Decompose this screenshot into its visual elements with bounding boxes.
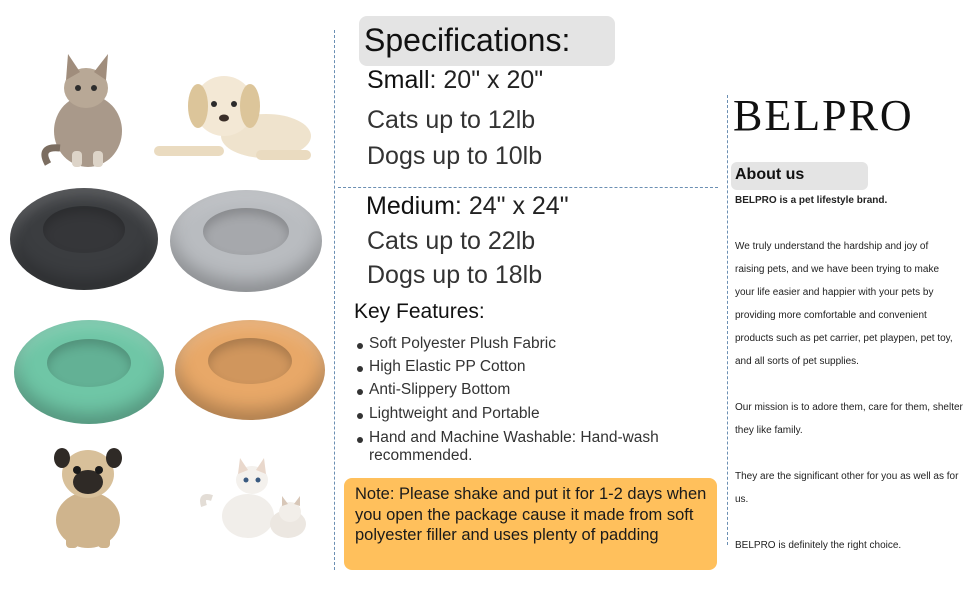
pug-image [40, 438, 136, 550]
medium-cats: Cats up to 22lb [367, 227, 536, 255]
feature-item: Hand and Machine Washable: Hand-wash recommended. [357, 429, 702, 465]
small-dims: : 20" x 20" [429, 66, 544, 94]
specifications-title: Specifications: [364, 22, 571, 58]
light-grey-bed-image [170, 190, 322, 292]
key-features-title: Key Features: [354, 300, 485, 323]
about-para3-line: us. [735, 494, 749, 505]
about-title: About us [735, 166, 805, 183]
bullet-icon [357, 366, 363, 372]
bullet-icon [357, 389, 363, 395]
medium-dogs: Dogs up to 18lb [367, 261, 543, 289]
about-para1-line: and all sorts of pet supplies. [735, 356, 859, 367]
medium-dims: : 24" x 24" [454, 192, 569, 220]
about-para1-line: your life easier and happier with your pets by [735, 287, 934, 298]
size-divider [338, 187, 718, 188]
about-para2-line: they like family. [735, 425, 803, 436]
small-size [367, 66, 543, 95]
medium-size [366, 192, 569, 221]
bullet-icon [357, 343, 363, 349]
tan-bed-image [175, 320, 325, 420]
brand-logo: BELPRO [733, 91, 914, 140]
small-dogs: Dogs up to 10lb [367, 142, 543, 170]
feature-item: Soft Polyester Plush Fabric [357, 335, 556, 353]
green-bed-image [14, 320, 164, 424]
about-para1-line: raising pets, and we have been trying to make [735, 264, 940, 275]
bullet-icon [357, 437, 363, 443]
note-text: Note: Please shake and put it for 1-2 days when you open the package cause it made from soft polyester filler and uses plenty of padding [355, 485, 707, 544]
about-para3-line: They are the significant other for you as well as for [735, 471, 959, 482]
right-divider [727, 95, 728, 545]
puppy-lying-image [146, 62, 316, 168]
cat-sitting-image [38, 36, 133, 168]
about-tagline: BELPRO is a pet lifestyle brand. [735, 195, 888, 206]
feature-item: Anti-Slippery Bottom [357, 381, 510, 399]
left-divider [334, 30, 335, 570]
medium-label: Medium [366, 192, 455, 220]
bullet-icon [357, 413, 363, 419]
kittens-image [200, 458, 312, 544]
about-para2-line: Our mission is to adore them, care for them, shelter [735, 402, 963, 413]
about-para1-line: providing more comfortable and convenient [735, 310, 927, 321]
small-label: Small [367, 66, 430, 94]
about-closing: BELPRO is definitely the right choice. [735, 540, 902, 551]
feature-item: Lightweight and Portable [357, 405, 540, 423]
about-para1-line: products such as pet carrier, pet playpen, pet toy, [735, 333, 953, 344]
about-para1-line: We truly understand the hardship and joy of [735, 241, 929, 252]
dark-grey-bed-image [10, 188, 158, 290]
small-cats: Cats up to 12lb [367, 106, 536, 134]
feature-item: High Elastic PP Cotton [357, 358, 526, 376]
